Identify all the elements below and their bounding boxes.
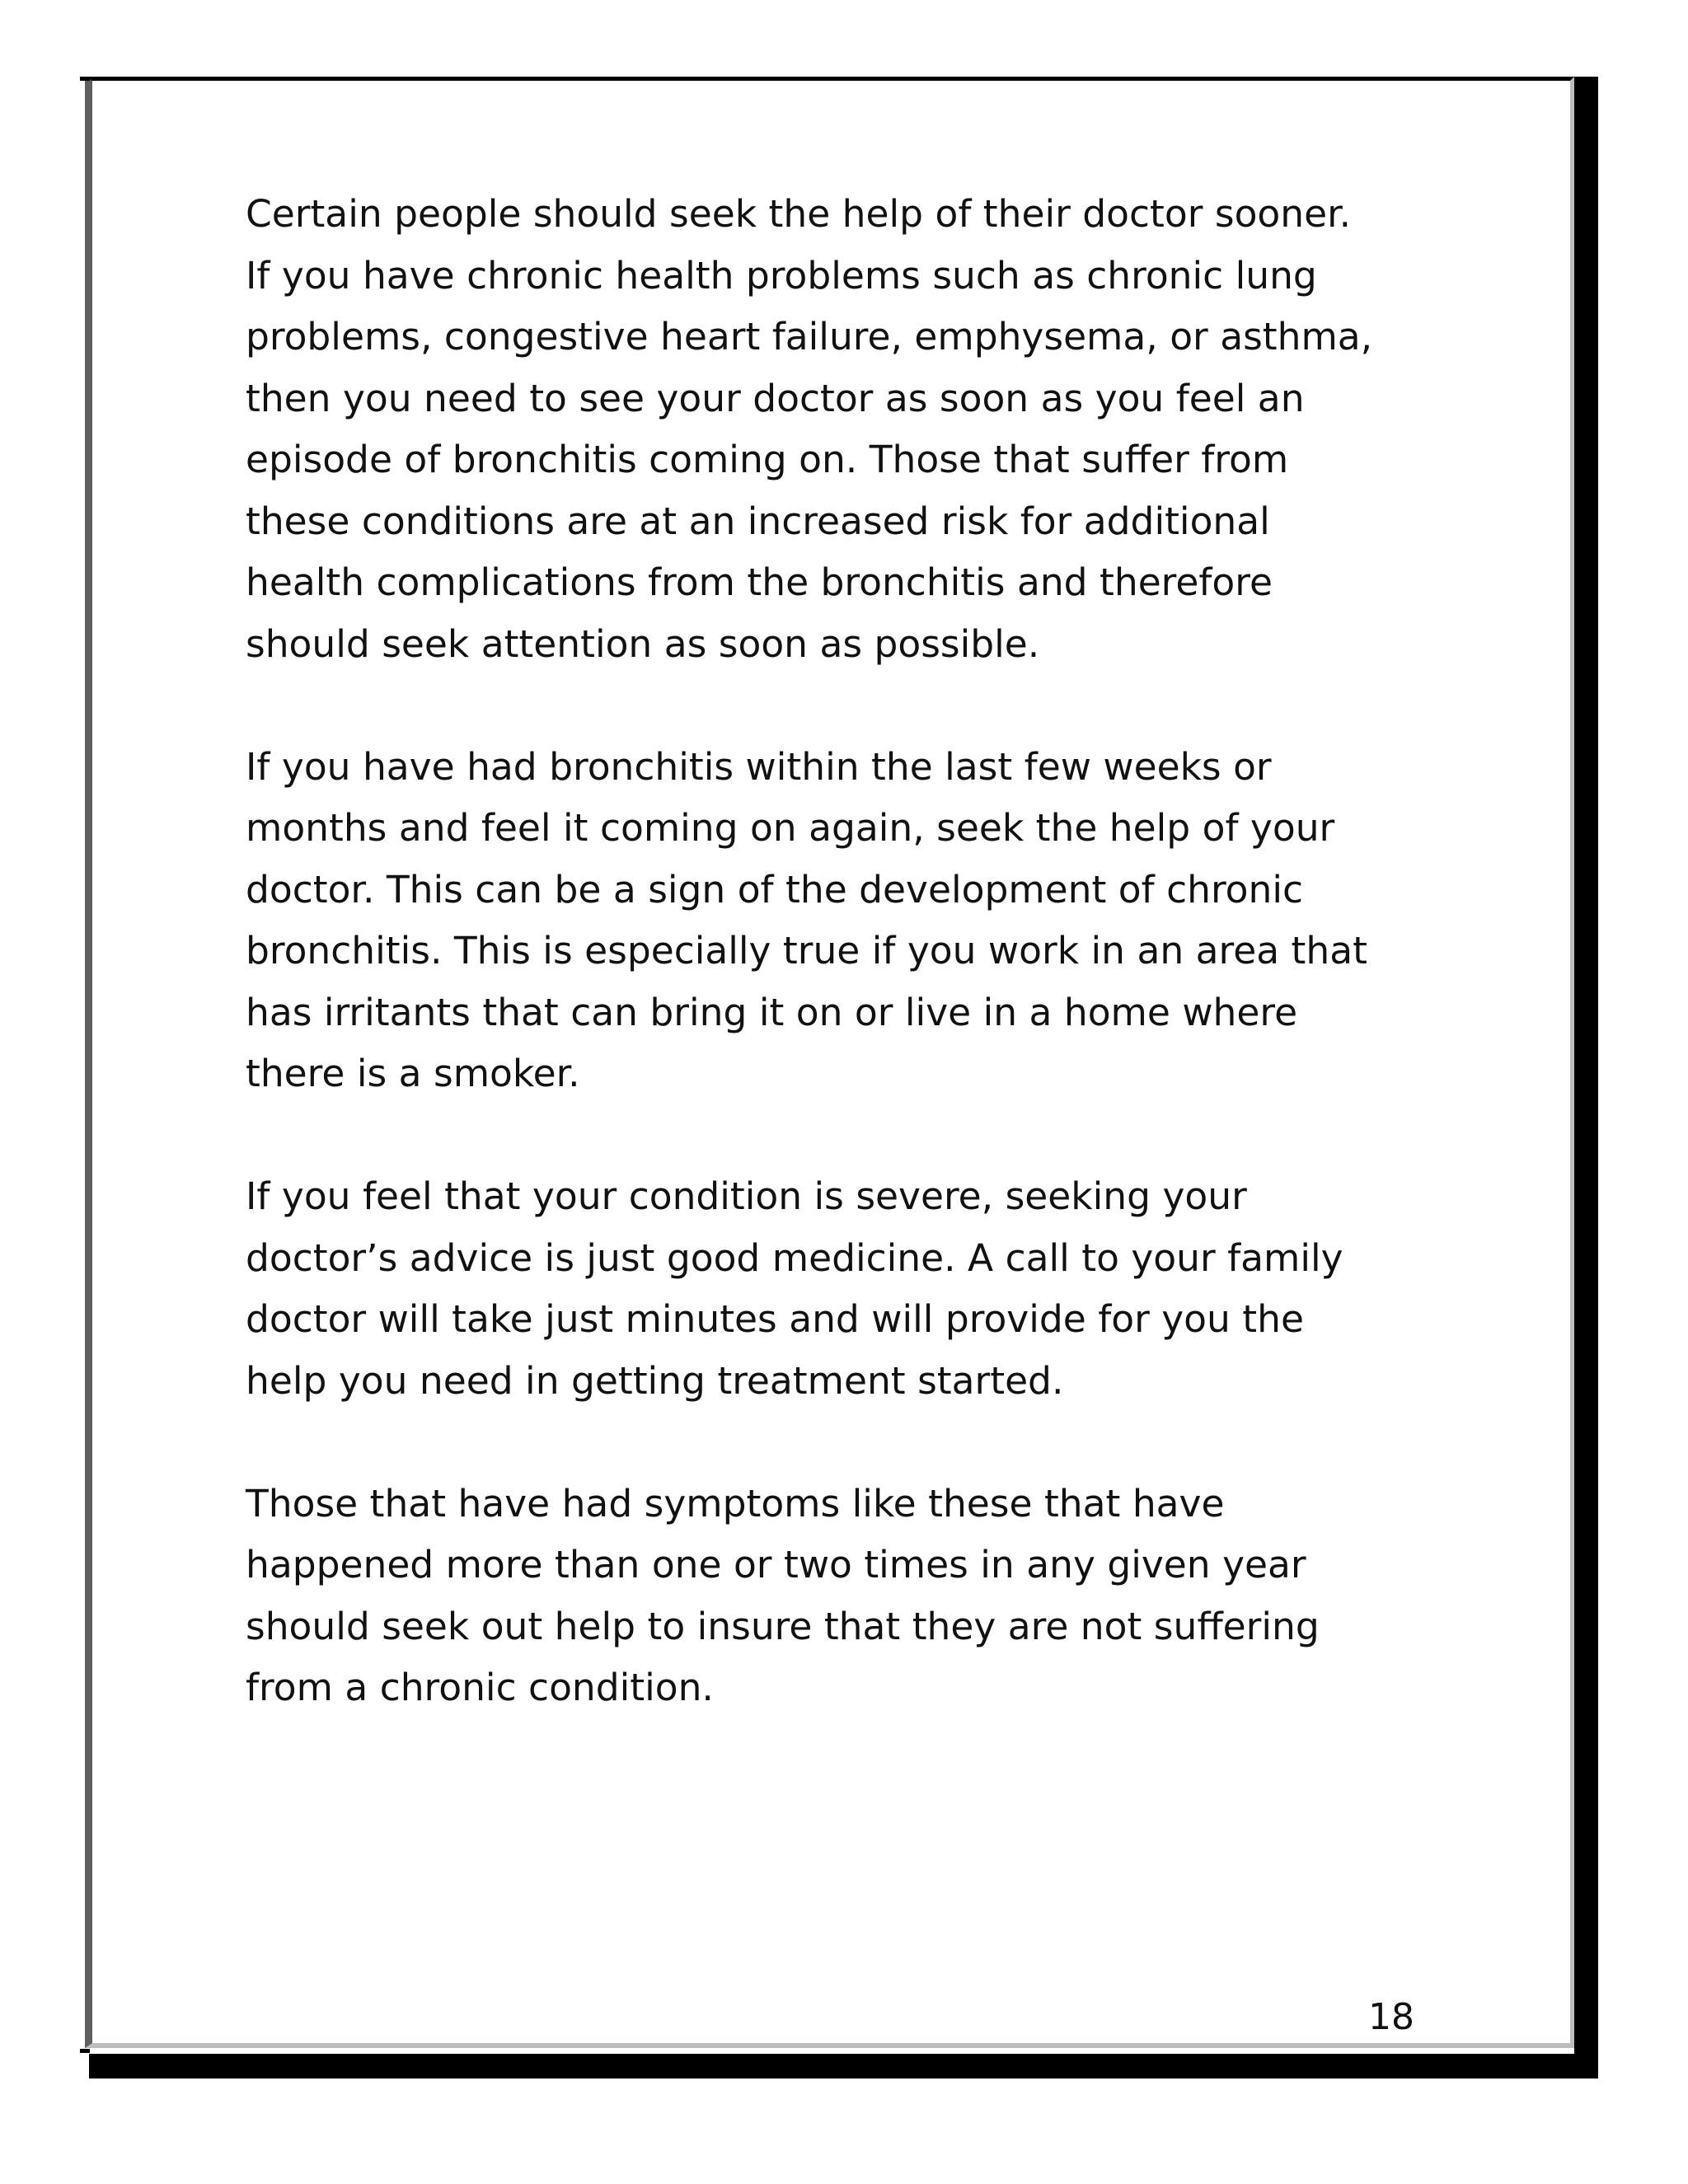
text-line: doctor. This can be a sign of the development of chronic: [246, 867, 1303, 912]
text-line: months and feel it coming on again, seek the help of your: [246, 806, 1335, 850]
page-shadow-bottom: [89, 2054, 1598, 2079]
text-line: Certain people should seek the help of their doctor sooner.: [246, 192, 1352, 236]
text-line: If you feel that your condition is severe, seeking your: [246, 1174, 1247, 1218]
page-number: 18: [1368, 1996, 1414, 2038]
text-line: has irritants that can bring it on or live in a home where: [246, 990, 1298, 1034]
page-body: [246, 184, 1482, 1780]
text-line: help you need in getting treatment started.: [246, 1358, 1064, 1403]
paragraph-4: [246, 1474, 1482, 1719]
text-line: If you have chronic health problems such as chronic lung: [246, 253, 1317, 298]
paragraph-2: [246, 737, 1482, 1105]
frame-corner-bottom: [80, 2049, 90, 2053]
text-line: then you need to see your doctor as soon as you feel an: [246, 376, 1305, 420]
page-shadow-right: [1574, 77, 1598, 2079]
frame-corner-top: [80, 77, 90, 81]
text-line: problems, congestive heart failure, emphysema, or asthma,: [246, 315, 1373, 359]
text-line: doctor’s advice is just good medicine. A call to your family: [246, 1235, 1343, 1280]
text-line: should seek out help to insure that they are not suffering: [246, 1604, 1320, 1648]
text-line: bronchitis. This is especially true if you work in an area that: [246, 929, 1367, 972]
text-line: Those that have had symptoms like these that have: [246, 1481, 1225, 1526]
text-line: these conditions are at an increased risk for additional: [246, 499, 1270, 543]
text-line: episode of bronchitis coming on. Those that suffer from: [246, 438, 1289, 481]
paragraph-3: [246, 1166, 1482, 1412]
text-line: from a chronic condition.: [246, 1666, 714, 1709]
text-line: there is a smoker.: [246, 1052, 580, 1095]
paragraph-1: [246, 184, 1482, 675]
text-line: health complications from the bronchitis and therefore: [246, 560, 1273, 604]
text-line: should seek attention as soon as possible.: [246, 621, 1040, 666]
text-line: happened more than one or two times in any given year: [246, 1543, 1306, 1586]
text-line: If you have had bronchitis within the last few weeks or: [246, 744, 1272, 789]
text-line: doctor will take just minutes and will provide for you the: [246, 1297, 1304, 1341]
